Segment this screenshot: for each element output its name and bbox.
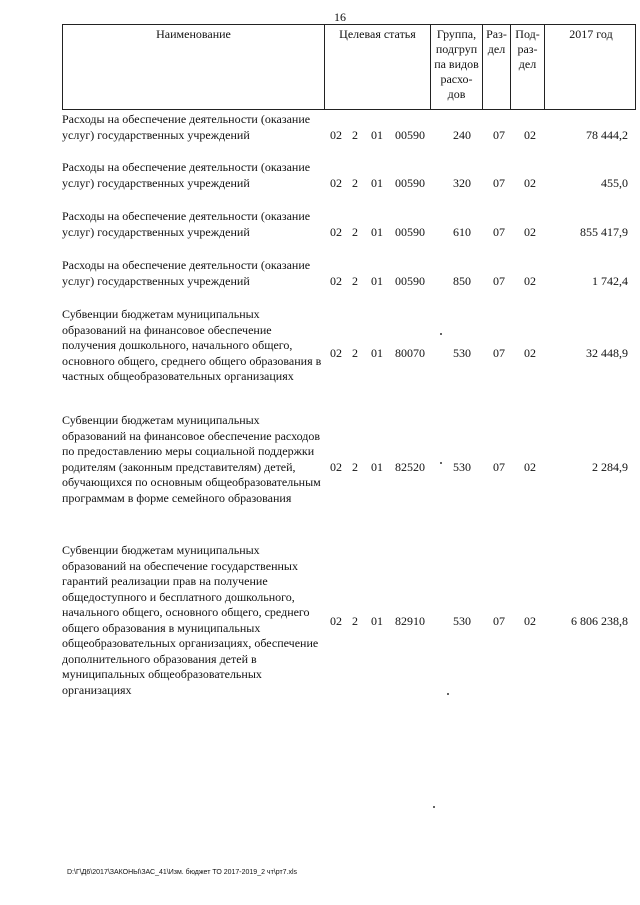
target-part: 80070	[395, 346, 425, 360]
header-section: Раз- дел	[483, 25, 511, 109]
target-part: 01	[371, 128, 383, 142]
target-part: 02	[330, 346, 342, 360]
subsection-code: 02	[524, 176, 536, 190]
target-part: 2	[352, 460, 358, 474]
target-part: 00590	[395, 128, 425, 142]
subsection-code: 02	[524, 128, 536, 142]
amount: 1 742,4	[592, 274, 628, 288]
target-part: 02	[330, 614, 342, 628]
section-code: 07	[493, 346, 505, 360]
group-code: 320	[453, 176, 471, 190]
subsection-code: 02	[524, 460, 536, 474]
table-row	[62, 543, 636, 708]
section-code: 07	[493, 274, 505, 288]
scan-speck	[447, 693, 449, 695]
target-part: 02	[330, 176, 342, 190]
group-code: 610	[453, 225, 471, 239]
section-code: 07	[493, 614, 505, 628]
target-part: 01	[371, 176, 383, 190]
row-name: Субвенции бюджетам муниципальных образований на финансовое обеспечение расходов по предоставлению меры социальной поддержки родителям (законным представителям) детей, обучающихся по основным общеобразовательным программам в форме семейного образования	[62, 413, 321, 505]
row-name: Расходы на обеспечение деятельности (оказание услуг) государственных учреждений	[62, 258, 311, 288]
scan-speck	[440, 333, 442, 335]
target-part: 01	[371, 346, 383, 360]
scan-speck	[440, 462, 442, 464]
amount: 6 806 238,8	[571, 614, 628, 628]
target-part: 01	[371, 274, 383, 288]
header-target: Целевая статья	[325, 25, 431, 109]
target-part: 82520	[395, 460, 425, 474]
amount: 455,0	[601, 176, 628, 190]
group-code: 530	[453, 460, 471, 474]
table-row	[62, 413, 636, 528]
subsection-code: 02	[524, 346, 536, 360]
group-code: 530	[453, 614, 471, 628]
subsection-code: 02	[524, 614, 536, 628]
row-name: Расходы на обеспечение деятельности (оказание услуг) государственных учреждений	[62, 209, 311, 239]
target-part: 01	[371, 460, 383, 474]
header-year: 2017 год	[569, 27, 613, 41]
subsection-code: 02	[524, 274, 536, 288]
group-code: 240	[453, 128, 471, 142]
table-row	[62, 307, 636, 403]
table-header	[62, 24, 636, 110]
subsection-code: 02	[524, 225, 536, 239]
section-code: 07	[493, 176, 505, 190]
amount: 855 417,9	[580, 225, 628, 239]
target-part: 00590	[395, 274, 425, 288]
group-code: 850	[453, 274, 471, 288]
target-part: 2	[352, 614, 358, 628]
row-name: Субвенции бюджетам муниципальных образований на финансовое обеспечение получения дошкольного, начального общего, основного общего, среднего общего образования в частных общеобразовательных организациях	[62, 307, 322, 383]
target-part: 2	[352, 128, 358, 142]
scan-speck	[433, 806, 435, 808]
target-part: 02	[330, 225, 342, 239]
group-code: 530	[453, 346, 471, 360]
row-name: Субвенции бюджетам муниципальных образований на обеспечение государственных гарантий реализации прав на получение общедоступного и бесплатного дошкольного, начального общего, основного общего, среднего общего образования в муниципальных общеобразовательных организациях, обеспечение дополнительного образования детей в муниципальных общеобразовательных организациях	[62, 543, 319, 697]
table-row	[62, 160, 636, 208]
target-part: 01	[371, 614, 383, 628]
amount: 78 444,2	[586, 128, 628, 142]
section-code: 07	[493, 460, 505, 474]
amount: 2 284,9	[592, 460, 628, 474]
target-part: 2	[352, 346, 358, 360]
target-part: 02	[330, 128, 342, 142]
target-part: 02	[330, 274, 342, 288]
section-code: 07	[493, 128, 505, 142]
header-name: Наименование	[63, 25, 325, 109]
amount: 32 448,9	[586, 346, 628, 360]
target-part: 01	[371, 225, 383, 239]
page-number: 16	[334, 10, 346, 24]
target-part: 00590	[395, 176, 425, 190]
target-part: 02	[330, 460, 342, 474]
header-subsection: Под- раз- дел	[511, 25, 545, 109]
target-part: 2	[352, 176, 358, 190]
row-name: Расходы на обеспечение деятельности (оказание услуг) государственных учреждений	[62, 160, 311, 190]
target-part: 2	[352, 274, 358, 288]
section-code: 07	[493, 225, 505, 239]
target-part: 2	[352, 225, 358, 239]
table-row	[62, 258, 636, 306]
file-path-footer: D:\Г\Д6\2017\ЗАКОНЫ\ЗАС_41\Изм. бюджет ТО 2017-2019_2 чт\рт7.xls	[67, 869, 298, 876]
target-part: 00590	[395, 225, 425, 239]
target-part: 82910	[395, 614, 425, 628]
row-name: Расходы на обеспечение деятельности (оказание услуг) государственных учреждений	[62, 112, 311, 142]
table-row	[62, 209, 636, 257]
table-row	[62, 112, 636, 160]
header-group: Группа, подгруп па видов расхо- дов	[431, 25, 483, 109]
